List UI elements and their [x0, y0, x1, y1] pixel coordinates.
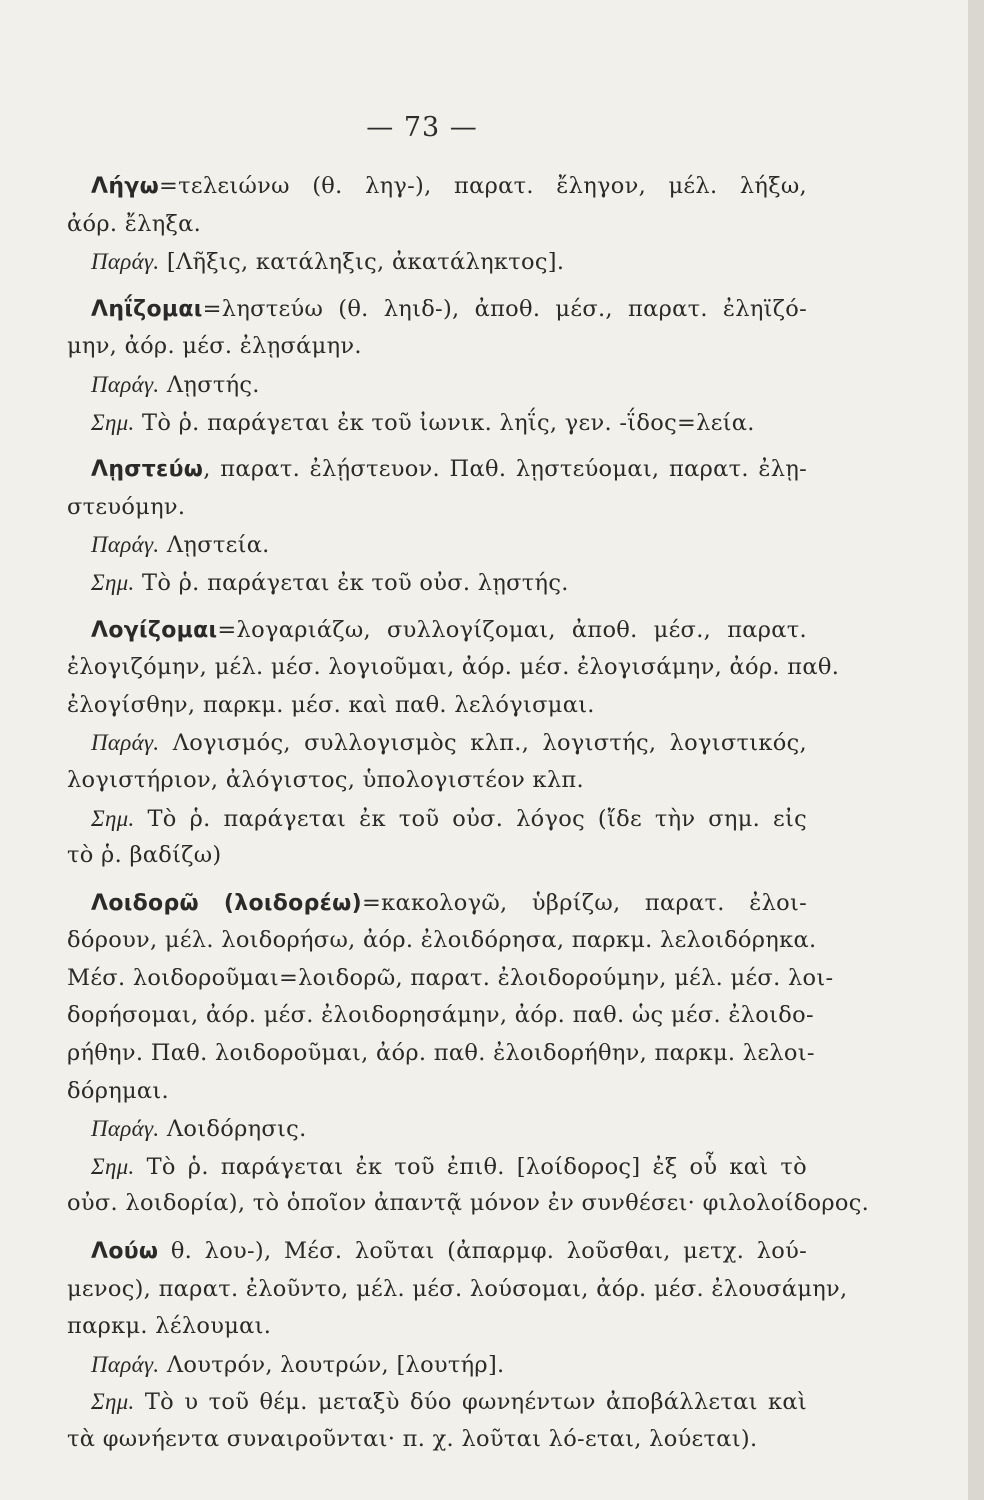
- note-line: [67, 526, 807, 564]
- entry-text: μην, ἀόρ. μέσ. ἐλῃσάμην.: [67, 333, 362, 360]
- note-label: Σημ.: [91, 1389, 135, 1415]
- entry-line: [67, 997, 814, 1035]
- note-line: [67, 800, 807, 838]
- note-text: Λῃστεία.: [159, 532, 270, 559]
- note-line: [67, 366, 807, 404]
- note-line: [67, 564, 807, 602]
- note-text: τὰ φωνήεντα συναιροῦνται· π. χ. λοῦται λό-εται, λούεται).: [67, 1426, 758, 1452]
- entry-text: δορήσομαι, ἀόρ. μέσ. ἐλοιδορησάμην, ἀόρ. παθ. ὡς μέσ. ἐλοιδο-: [67, 1002, 814, 1029]
- entry-text: δόρουν, μέλ. λοιδορήσω, ἀόρ. ἐλοιδόρησα, παρκμ. λελοιδόρηκα.: [67, 927, 817, 954]
- note-text: τὸ ῥ. βαδίζω): [67, 842, 222, 869]
- entry-text: Μέσ. λοιδοροῦμαι=λοιδορῶ, παρατ. ἐλοιδορούμην, μέλ. μέσ. λοι-: [67, 964, 834, 991]
- dictionary-entry: [67, 1233, 848, 1459]
- note-line: [67, 1185, 870, 1223]
- entry-text: ἀόρ. ἔληξα.: [67, 210, 202, 237]
- entry-text: , παρατ. ἐλῄστευον. Παθ. λῃστεύομαι, παρατ. ἐλῃ-: [203, 456, 807, 483]
- entry-first-line: [67, 612, 807, 650]
- entry-first-line: [67, 885, 807, 923]
- entry-text: =κακολογῶ, ὑβρίζω, παρατ. ἐλοι-: [361, 889, 808, 916]
- page-number: — 73 —: [366, 112, 478, 143]
- note-label: Σημ.: [91, 569, 135, 595]
- entry-text: ρήθην. Παθ. λοιδοροῦμαι, ἀόρ. παθ. ἐλοιδορήθην, παρκμ. λελοι-: [67, 1040, 815, 1067]
- dictionary-text: [67, 168, 870, 1469]
- entry-line: [67, 1035, 815, 1073]
- note-line: [67, 1383, 807, 1421]
- entry-line: [67, 922, 817, 960]
- note-line: [67, 724, 807, 762]
- headword: Ληΐζομαι: [91, 296, 203, 322]
- entry-first-line: [67, 168, 807, 206]
- entry-line: [67, 687, 807, 725]
- dictionary-entry: [67, 612, 840, 875]
- entry-first-line: [67, 451, 807, 489]
- note-line: [67, 762, 807, 800]
- dictionary-entry: [67, 885, 870, 1223]
- dictionary-entry: [67, 168, 807, 281]
- entry-text: στευόμην.: [67, 493, 186, 520]
- dictionary-entry: [67, 451, 807, 601]
- entry-line: [67, 328, 807, 366]
- note-text: Λοιδόρησις.: [159, 1116, 307, 1143]
- note-label: Σημ.: [91, 1153, 135, 1179]
- headword: Λούω: [91, 1239, 159, 1265]
- note-label: Παράγ.: [91, 1116, 160, 1142]
- entry-text: =ληστεύω (θ. ληιδ-), ἀποθ. μέσ., παρατ. ἐληϊζό-: [202, 295, 807, 322]
- note-text: Τὸ ῥ. παράγεται ἐκ τοῦ οὐσ. λῃστής.: [134, 569, 569, 596]
- headword: Λογίζομαι: [91, 617, 218, 643]
- note-line: [67, 1148, 807, 1186]
- note-text: Λογισμός, συλλογισμὸς κλπ., λογιστής, λογιστικός,: [159, 730, 807, 757]
- note-line: [67, 404, 807, 442]
- note-text: λογιστήριον, ἀλόγιστος, ὑπολογιστέον κλπ.: [67, 766, 584, 793]
- entry-line: [67, 1308, 807, 1346]
- note-label: Σημ.: [91, 409, 135, 435]
- entry-first-line: [67, 1233, 807, 1271]
- note-text: Τὸ ῥ. παράγεται ἐκ τοῦ ἐπιθ. [λοίδορος] ἐξ οὗ καὶ τὸ: [134, 1153, 807, 1180]
- headword: Λῃστεύω: [91, 457, 204, 483]
- note-label: Παράγ.: [91, 371, 160, 397]
- entry-line: [67, 1073, 807, 1111]
- note-label: Παράγ.: [91, 1351, 160, 1377]
- entry-line: [67, 1271, 848, 1309]
- note-label: Παράγ.: [91, 730, 160, 756]
- note-line: [67, 1421, 807, 1459]
- note-text: Τὸ ῥ. παράγεται ἐκ τοῦ ἰωνικ. ληΐς, γεν. -ΐδος=λεία.: [134, 409, 755, 436]
- entry-text: μενος), παρατ. ἐλοῦντο, μέλ. μέσ. λούσομαι, ἀόρ. μέσ. ἐλουσάμην,: [67, 1275, 848, 1302]
- headword: Λοιδορῶ (λοιδορέω): [91, 890, 362, 916]
- entry-text: δόρημαι.: [67, 1077, 169, 1104]
- entry-line: [67, 489, 807, 527]
- note-text: [Λῆξις, κατάληξις, ἀκατάληκτος].: [159, 249, 565, 276]
- headword: Λήγω: [91, 174, 159, 199]
- note-text: Τὸ ῥ. παράγεται ἐκ τοῦ οὐσ. λόγος (ἴδε τὴν σημ. εἰς: [134, 805, 807, 832]
- entry-text: θ. λου-), Μέσ. λοῦται (ἀπαρμφ. λοῦσθαι, μετχ. λού-: [158, 1238, 807, 1265]
- entry-text: =τελειώνω (θ. ληγ-), παρατ. ἔληγον, μέλ. λήξω,: [159, 173, 807, 199]
- note-line: [67, 243, 807, 281]
- entry-first-line: [67, 291, 807, 329]
- dictionary-entry: [67, 291, 807, 441]
- note-text: οὐσ. λοιδορία), τὸ ὁποῖον ἀπαντᾷ μόνον ἐν συνθέσει· φιλολοίδορος.: [67, 1190, 870, 1217]
- entry-text: παρκμ. λέλουμαι.: [67, 1313, 272, 1340]
- entry-text: =λογαριάζω, συλλογίζομαι, ἀποθ. μέσ., παρατ.: [217, 616, 807, 643]
- note-label: Παράγ.: [91, 249, 160, 275]
- entry-text: ἐλογιζόμην, μέλ. μέσ. λογιοῦμαι, ἀόρ. μέσ. ἐλογισάμην, ἀόρ. παθ.: [67, 654, 840, 681]
- note-label: Παράγ.: [91, 532, 160, 558]
- note-line: [67, 837, 807, 875]
- entry-line: [67, 649, 840, 687]
- note-text: Τὸ υ τοῦ θέμ. μεταξὺ δύο φωνηέντων ἀποβάλλεται καὶ: [134, 1389, 807, 1416]
- entry-line: [67, 960, 834, 998]
- note-text: Λῃστής.: [159, 371, 260, 398]
- note-text: Λουτρόν, λουτρών, [λουτήρ].: [159, 1351, 505, 1378]
- note-label: Σημ.: [91, 805, 135, 831]
- entry-text: ἐλογίσθην, παρκμ. μέσ. καὶ παθ. λελόγισμαι.: [67, 691, 595, 718]
- page-edge: [968, 0, 984, 1500]
- entry-line: [67, 206, 807, 244]
- note-line: [67, 1110, 807, 1148]
- note-line: [67, 1346, 807, 1384]
